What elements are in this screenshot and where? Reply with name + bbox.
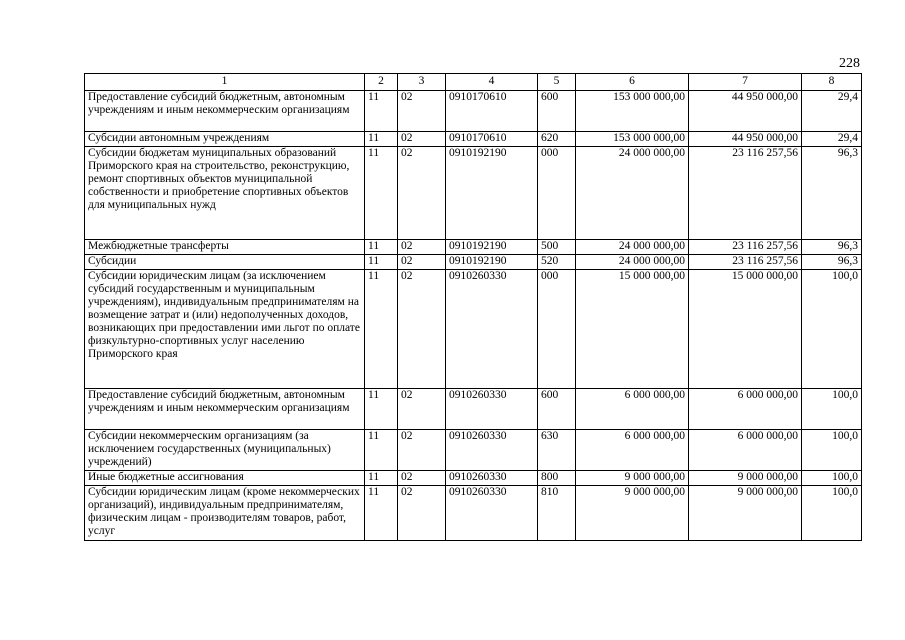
row-subsection: 02 bbox=[398, 147, 446, 240]
row-executed: 9 000 000,00 bbox=[689, 471, 802, 486]
row-expense-type: 630 bbox=[538, 430, 576, 471]
table-row bbox=[85, 240, 862, 255]
row-target-article: 0910192190 bbox=[446, 255, 538, 270]
row-executed: 44 950 000,00 bbox=[689, 132, 802, 147]
row-executed: 23 116 257,56 bbox=[689, 255, 802, 270]
row-target-article: 0910260330 bbox=[446, 430, 538, 471]
table-row bbox=[85, 389, 862, 430]
row-section: 11 bbox=[365, 471, 398, 486]
row-percent: 96,3 bbox=[802, 255, 862, 270]
row-name: Субсидии bbox=[85, 255, 365, 270]
row-executed: 44 950 000,00 bbox=[689, 91, 802, 132]
row-section: 11 bbox=[365, 91, 398, 132]
row-plan: 6 000 000,00 bbox=[576, 389, 689, 430]
table-row bbox=[85, 486, 862, 541]
row-name: Субсидии юридическим лицам (за исключением субсидий государственным и муниципальным учреждениям), индивидуальным предпринимателям на возмещение затрат и (или) недополученных доходов, возникающих при предоставлении ими льгот по оплате физкультурно-спортивных услуг населению Приморского края bbox=[85, 270, 365, 389]
row-name: Иные бюджетные ассигнования bbox=[85, 471, 365, 486]
row-expense-type: 500 bbox=[538, 240, 576, 255]
col-header-6: 6 bbox=[576, 74, 689, 91]
row-expense-type: 810 bbox=[538, 486, 576, 541]
row-expense-type: 520 bbox=[538, 255, 576, 270]
header-row bbox=[85, 74, 862, 91]
row-name: Предоставление субсидий бюджетным, автономным учреждениям и иным некоммерческим организациям bbox=[85, 91, 365, 132]
row-expense-type: 600 bbox=[538, 389, 576, 430]
row-executed: 15 000 000,00 bbox=[689, 270, 802, 389]
row-subsection: 02 bbox=[398, 471, 446, 486]
row-expense-type: 800 bbox=[538, 471, 576, 486]
row-name: Субсидии юридическим лицам (кроме некоммерческих организаций), индивидуальным предпринимателям, физическим лицам - производителям товаров, работ, услуг bbox=[85, 486, 365, 541]
row-target-article: 0910192190 bbox=[446, 147, 538, 240]
row-plan: 153 000 000,00 bbox=[576, 132, 689, 147]
row-name: Субсидии автономным учреждениям bbox=[85, 132, 365, 147]
row-percent: 29,4 bbox=[802, 91, 862, 132]
row-target-article: 0910260330 bbox=[446, 471, 538, 486]
row-subsection: 02 bbox=[398, 486, 446, 541]
table-row bbox=[85, 147, 862, 240]
row-plan: 9 000 000,00 bbox=[576, 486, 689, 541]
table-row bbox=[85, 255, 862, 270]
row-percent: 29,4 bbox=[802, 132, 862, 147]
row-executed: 23 116 257,56 bbox=[689, 240, 802, 255]
row-percent: 100,0 bbox=[802, 389, 862, 430]
row-plan: 6 000 000,00 bbox=[576, 430, 689, 471]
row-plan: 15 000 000,00 bbox=[576, 270, 689, 389]
col-header-2: 2 bbox=[365, 74, 398, 91]
row-percent: 96,3 bbox=[802, 147, 862, 240]
row-target-article: 0910260330 bbox=[446, 486, 538, 541]
row-target-article: 0910170610 bbox=[446, 91, 538, 132]
row-expense-type: 000 bbox=[538, 147, 576, 240]
row-plan: 24 000 000,00 bbox=[576, 147, 689, 240]
table-row bbox=[85, 471, 862, 486]
row-section: 11 bbox=[365, 389, 398, 430]
row-expense-type: 000 bbox=[538, 270, 576, 389]
row-plan: 24 000 000,00 bbox=[576, 240, 689, 255]
row-subsection: 02 bbox=[398, 430, 446, 471]
row-expense-type: 600 bbox=[538, 91, 576, 132]
row-percent: 100,0 bbox=[802, 471, 862, 486]
row-subsection: 02 bbox=[398, 240, 446, 255]
row-target-article: 0910192190 bbox=[446, 240, 538, 255]
row-executed: 23 116 257,56 bbox=[689, 147, 802, 240]
col-header-7: 7 bbox=[689, 74, 802, 91]
budget-table bbox=[84, 73, 862, 541]
row-name: Субсидии некоммерческим организациям (за исключением государственных (муниципальных) учреждений) bbox=[85, 430, 365, 471]
row-section: 11 bbox=[365, 240, 398, 255]
col-header-4: 4 bbox=[446, 74, 538, 91]
row-section: 11 bbox=[365, 147, 398, 240]
table-row bbox=[85, 430, 862, 471]
row-section: 11 bbox=[365, 430, 398, 471]
row-subsection: 02 bbox=[398, 91, 446, 132]
row-executed: 6 000 000,00 bbox=[689, 430, 802, 471]
row-executed: 6 000 000,00 bbox=[689, 389, 802, 430]
row-target-article: 0910260330 bbox=[446, 389, 538, 430]
table-row bbox=[85, 270, 862, 389]
row-percent: 100,0 bbox=[802, 486, 862, 541]
row-section: 11 bbox=[365, 255, 398, 270]
row-target-article: 0910170610 bbox=[446, 132, 538, 147]
row-plan: 153 000 000,00 bbox=[576, 91, 689, 132]
row-name: Субсидии бюджетам муниципальных образований Приморского края на строительство, реконструкцию, ремонт спортивных объектов муниципальной собственности и приобретение спортивных объектов для муниципальных нужд bbox=[85, 147, 365, 240]
row-subsection: 02 bbox=[398, 132, 446, 147]
row-plan: 9 000 000,00 bbox=[576, 471, 689, 486]
table-row bbox=[85, 91, 862, 132]
col-header-5: 5 bbox=[538, 74, 576, 91]
row-percent: 100,0 bbox=[802, 430, 862, 471]
row-plan: 24 000 000,00 bbox=[576, 255, 689, 270]
row-target-article: 0910260330 bbox=[446, 270, 538, 389]
row-section: 11 bbox=[365, 486, 398, 541]
row-name: Межбюджетные трансферты bbox=[85, 240, 365, 255]
row-section: 11 bbox=[365, 270, 398, 389]
col-header-3: 3 bbox=[398, 74, 446, 91]
row-name: Предоставление субсидий бюджетным, автономным учреждениям и иным некоммерческим организациям bbox=[85, 389, 365, 430]
table-row bbox=[85, 132, 862, 147]
row-section: 11 bbox=[365, 132, 398, 147]
row-executed: 9 000 000,00 bbox=[689, 486, 802, 541]
col-header-1: 1 bbox=[85, 74, 365, 91]
row-subsection: 02 bbox=[398, 255, 446, 270]
row-subsection: 02 bbox=[398, 389, 446, 430]
row-percent: 96,3 bbox=[802, 240, 862, 255]
col-header-8: 8 bbox=[802, 74, 862, 91]
row-subsection: 02 bbox=[398, 270, 446, 389]
row-expense-type: 620 bbox=[538, 132, 576, 147]
page-number: 228 bbox=[839, 56, 860, 71]
row-percent: 100,0 bbox=[802, 270, 862, 389]
